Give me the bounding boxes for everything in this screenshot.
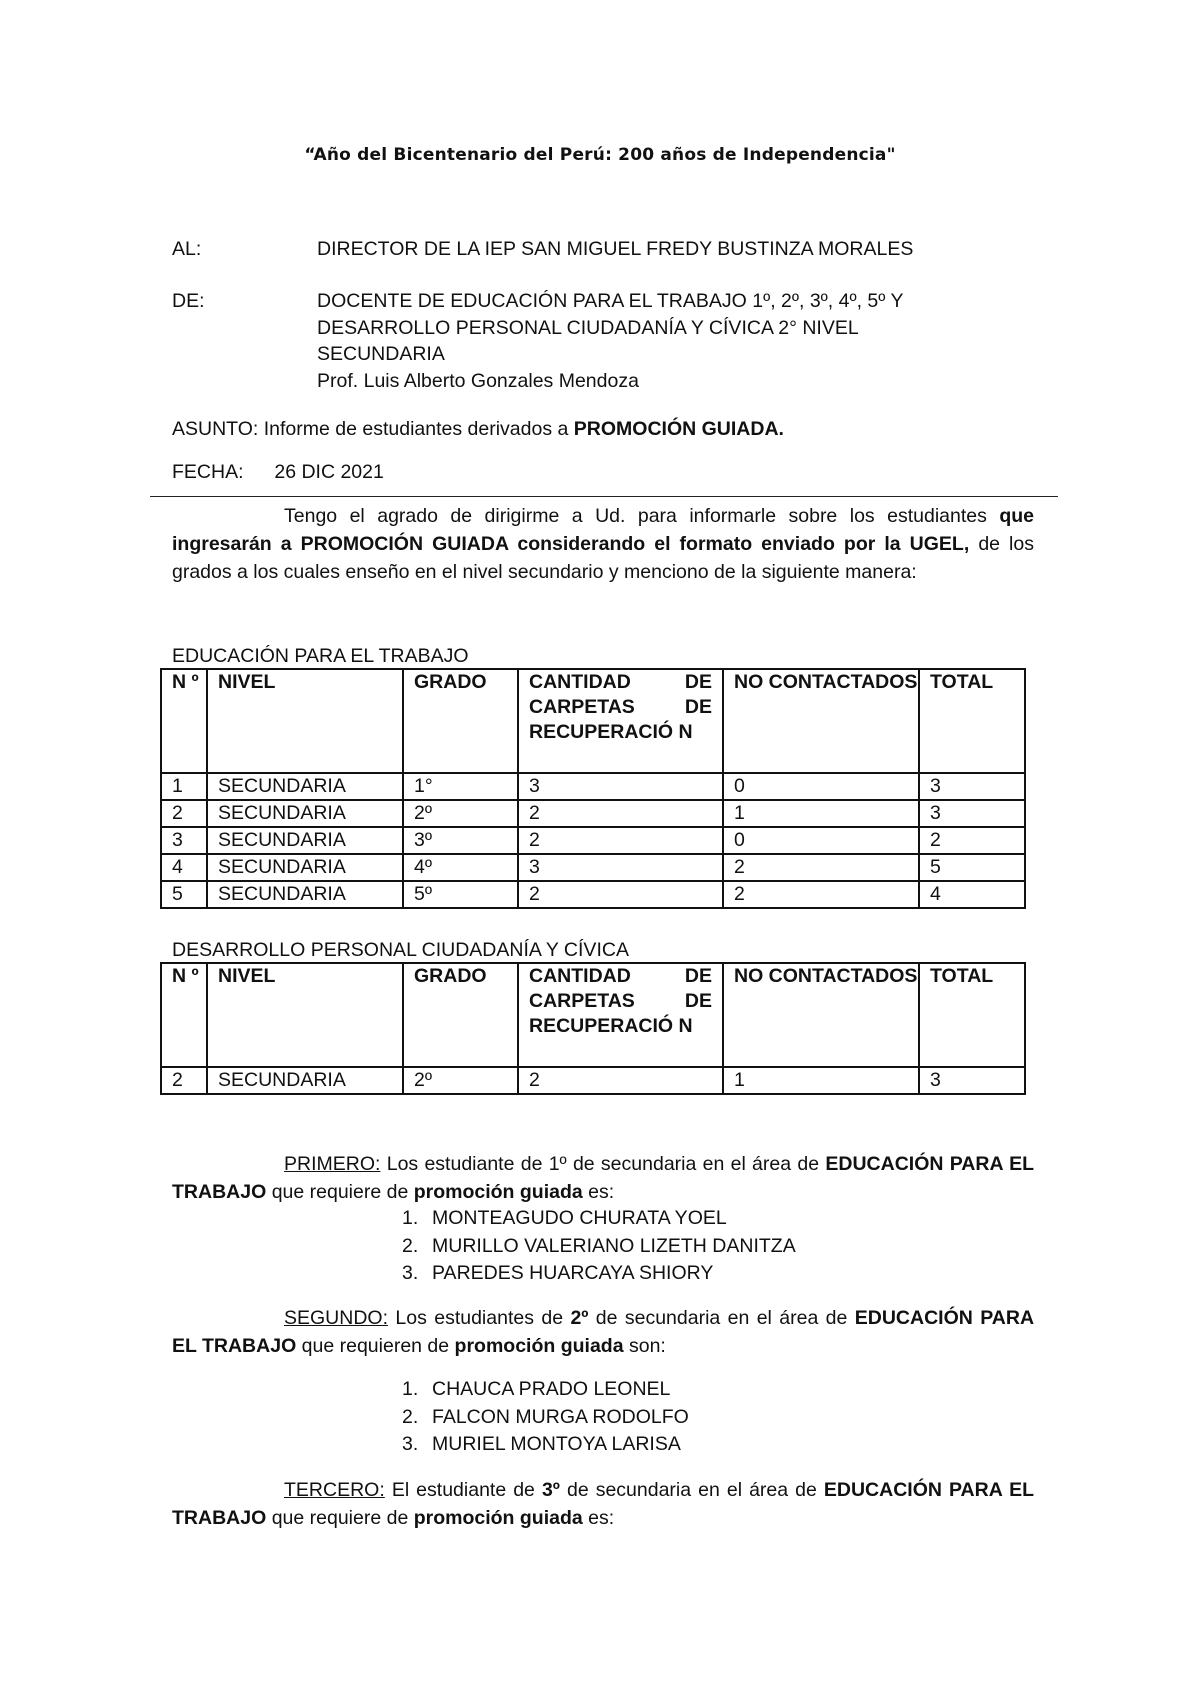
primero-label: PRIMERO: <box>284 1153 381 1175</box>
cell-nivel: SECUNDARIA <box>207 800 403 827</box>
table-header-row <box>161 669 1025 773</box>
de-line: DESARROLLO PERSONAL CIUDADANÍA Y CÍVICA 2° NIVEL <box>317 316 859 339</box>
table-row <box>161 827 1025 854</box>
list-item: 1. CHAUCA PRADO LEONEL <box>402 1378 671 1400</box>
year-motto: “Año del Bicentenario del Perú: 200 años de Independencia" <box>304 145 896 165</box>
asunto-text: Informe de estudiantes derivados a <box>263 418 569 440</box>
table-row <box>161 854 1025 881</box>
col-header-nivel: NIVEL <box>207 669 403 773</box>
table-row <box>161 1067 1025 1094</box>
cell-n: 2 <box>161 1067 207 1094</box>
col-header-cantidad: CANTIDAD DE CARPETAS DE RECUPERACIÓ N <box>518 669 723 773</box>
cell-nivel: SECUNDARIA <box>207 827 403 854</box>
asunto-label: ASUNTO: <box>172 418 259 440</box>
list-item: 2. FALCON MURGA RODOLFO <box>402 1405 689 1428</box>
tercero-label: TERCERO: <box>284 1479 385 1501</box>
col-header-n: N º <box>161 669 207 773</box>
de-line: DOCENTE DE EDUCACIÓN PARA EL TRABAJO 1º, 2º, 3º, 4º, 5º Y <box>317 290 904 312</box>
asunto-bold: PROMOCIÓN GUIADA. <box>573 418 784 440</box>
cell-no-contactados: 0 <box>723 827 919 854</box>
col-header-total: TOTAL <box>919 963 1025 1067</box>
list-item: 2. MURILLO VALERIANO LIZETH DANITZA <box>402 1234 796 1257</box>
fecha-value: 26 DIC 2021 <box>274 461 384 483</box>
cell-nivel: SECUNDARIA <box>207 773 403 800</box>
de-value <box>317 288 1037 394</box>
cell-n: 5 <box>161 881 207 908</box>
table-desarrollo-personal <box>160 962 1026 1095</box>
header-divider <box>150 496 1058 497</box>
cell-no-contactados: 1 <box>723 800 919 827</box>
cell-total: 5 <box>919 854 1025 881</box>
col-header-nivel: NIVEL <box>207 963 403 1067</box>
cell-n: 4 <box>161 854 207 881</box>
subject-row <box>172 416 784 442</box>
cell-nivel: SECUNDARIA <box>207 1067 403 1094</box>
intro-paragraph: Tengo el agrado de dirigirme a Ud. para informarle sobre los estudiantes que ingresarán a PROMOCIÓN GUIADA considerando el formato enviado por la UGEL, de los grados a los cuales enseño en el nivel secundario y menciono de la siguiente manera: <box>172 505 1034 583</box>
date-row <box>172 459 384 485</box>
cell-cantidad: 2 <box>518 800 723 827</box>
de-line: Prof. Luis Alberto Gonzales Mendoza <box>317 369 639 392</box>
table-row <box>161 773 1025 800</box>
list-item: 3. MURIEL MONTOYA LARISA <box>402 1433 681 1455</box>
de-line: SECUNDARIA <box>317 343 445 365</box>
primero-paragraph: PRIMERO: Los estudiante de 1º de secundaria en el área de EDUCACIÓN PARA EL TRABAJO que requiere de promoción guiada es: <box>172 1153 1035 1203</box>
cell-cantidad: 3 <box>518 854 723 881</box>
col-header-grado: GRADO <box>403 963 518 1067</box>
cell-total: 3 <box>919 1067 1025 1094</box>
cell-no-contactados: 2 <box>723 854 919 881</box>
cell-grado: 3º <box>403 827 518 854</box>
cell-total: 3 <box>919 773 1025 800</box>
cell-cantidad: 2 <box>518 1067 723 1094</box>
cell-no-contactados: 1 <box>723 1067 919 1094</box>
table2-title: DESARROLLO PERSONAL CIUDADANÍA Y CÍVICA <box>172 939 629 961</box>
de-label: DE: <box>172 290 205 312</box>
cell-cantidad: 2 <box>518 827 723 854</box>
cell-no-contactados: 0 <box>723 773 919 800</box>
segundo-paragraph: SEGUNDO: Los estudiantes de 2º de secundaria en el área de EDUCACIÓN PARA EL TRABAJO que requieren de promoción guiada son: <box>172 1307 1035 1357</box>
col-header-no-contactados: NO CONTACTADOS <box>723 669 919 773</box>
cell-n: 2 <box>161 800 207 827</box>
table-educacion-trabajo <box>160 668 1026 909</box>
cell-nivel: SECUNDARIA <box>207 854 403 881</box>
cell-no-contactados: 2 <box>723 881 919 908</box>
cell-total: 2 <box>919 827 1025 854</box>
cell-grado: 5º <box>403 881 518 908</box>
al-label: AL: <box>172 238 202 260</box>
cell-cantidad: 2 <box>518 881 723 908</box>
col-header-no-contactados: NO CONTACTADOS <box>723 963 919 1067</box>
col-header-n: N º <box>161 963 207 1067</box>
primero-student-list <box>402 1205 796 1288</box>
cell-grado: 2º <box>403 1067 518 1094</box>
al-value: DIRECTOR DE LA IEP SAN MIGUEL FREDY BUSTINZA MORALES <box>317 238 914 260</box>
table-row <box>161 881 1025 908</box>
segundo-student-list <box>402 1376 689 1459</box>
cell-total: 4 <box>919 881 1025 908</box>
list-item: 1. MONTEAGUDO CHURATA YOEL <box>402 1207 727 1229</box>
table-header-row <box>161 963 1025 1067</box>
col-header-cantidad: CANTIDAD DE CARPETAS DE RECUPERACIÓ N <box>518 963 723 1067</box>
cell-grado: 4º <box>403 854 518 881</box>
segundo-label: SEGUNDO: <box>284 1307 389 1329</box>
cell-grado: 2º <box>403 800 518 827</box>
col-header-total: TOTAL <box>919 669 1025 773</box>
tercero-paragraph: TERCERO: El estudiante de 3º de secundaria en el área de EDUCACIÓN PARA EL TRABAJO que requiere de promoción guiada es: <box>172 1479 1035 1529</box>
cell-n: 1 <box>161 773 207 800</box>
cell-nivel: SECUNDARIA <box>207 881 403 908</box>
cell-grado: 1° <box>403 773 518 800</box>
table1-title: EDUCACIÓN PARA EL TRABAJO <box>172 645 469 667</box>
cell-n: 3 <box>161 827 207 854</box>
table-row <box>161 800 1025 827</box>
fecha-label: FECHA: <box>172 461 244 483</box>
list-item: 3. PAREDES HUARCAYA SHIORY <box>402 1262 714 1284</box>
cell-cantidad: 3 <box>518 773 723 800</box>
col-header-grado: GRADO <box>403 669 518 773</box>
cell-total: 3 <box>919 800 1025 827</box>
